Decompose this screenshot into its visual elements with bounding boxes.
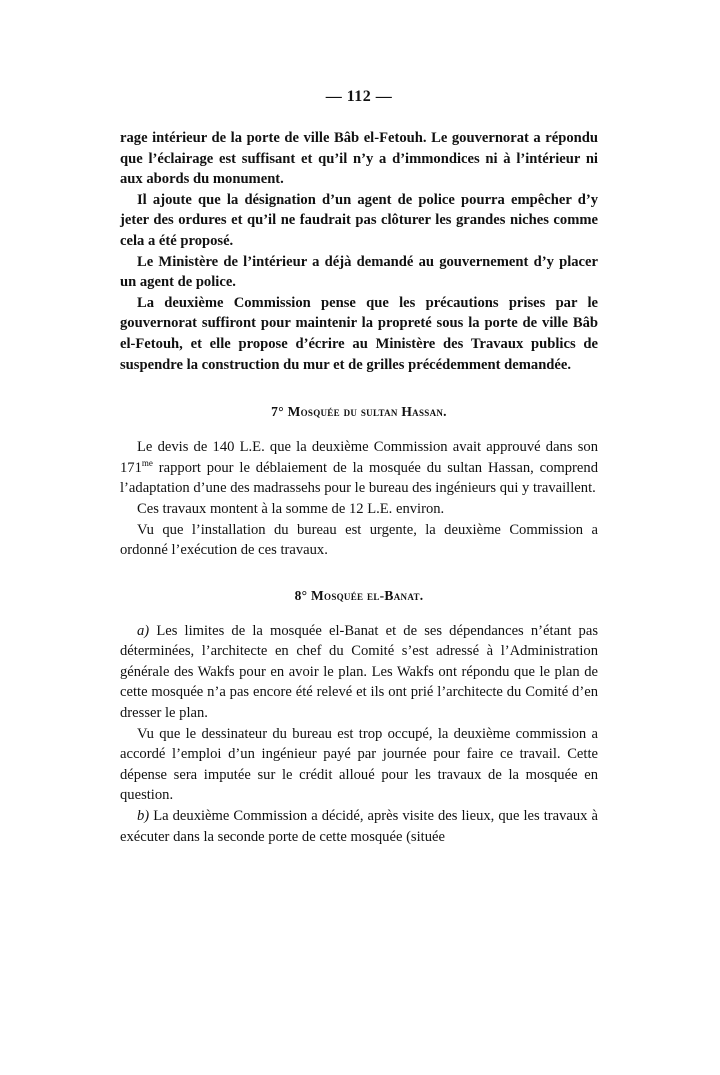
paragraph-text: Le devis de 140 L.E. que la deuxième Commission avait approuvé dans son 171 bbox=[120, 439, 598, 476]
document-page bbox=[120, 88, 598, 847]
paragraph bbox=[120, 806, 598, 847]
item-label: b) bbox=[137, 808, 150, 825]
paragraph: La deuxième Commission pense que les précautions prises par le gouvernorat suffiront pour maintenir la propreté sous la porte de ville Bâb el-Fetouh, et elle propose d’écrire au Ministère des Travaux publics de suspendre la construction du mur et de grilles précédemment demandée. bbox=[120, 294, 598, 373]
section-sultan-hassan bbox=[120, 437, 598, 561]
section-heading-el-banat: 8° Mosquée el-Banat. bbox=[294, 587, 424, 603]
page-number: — 112 — bbox=[325, 88, 393, 105]
paragraph: Ces travaux montent à la somme de 12 L.E. environ. bbox=[137, 500, 445, 517]
section-heading-sultan-hassan: 7° Mosquée du sultan Hassan. bbox=[271, 404, 447, 420]
paragraph: Vu que le dessinateur du bureau est trop occupé, la deuxième commission a accordé l’emploi d’un ingénieur payé par journée pour faire ce travail. Cette dépense sera imputée sur le crédit alloué pour les travaux de la mosquée en question. bbox=[120, 725, 598, 804]
paragraph: rage intérieur de la porte de ville Bâb el-Fetouh. Le gouvernorat a répondu que l’éclairage est suffisant et qu’il n’y a d’immondices ni à l’intérieur ni aux abords du monument. bbox=[120, 130, 598, 188]
paragraph: Il ajoute que la désignation d’un agent de police pourra empêcher d’y jeter des ordures et qu’il ne faudrait pas clôturer les grandes niches comme cela a été proposé. bbox=[120, 191, 598, 249]
section-bab-el-fetouh bbox=[120, 128, 598, 375]
paragraph-text: rapport pour le déblaiement de la mosquée du sultan Hassan, comprend l’adaptation d’une des madrassehs pour le bureau des ingénieurs qui y travaillent. bbox=[120, 459, 598, 497]
paragraph bbox=[120, 621, 598, 724]
ordinal-suffix: me bbox=[141, 457, 153, 468]
section-el-banat bbox=[120, 621, 598, 848]
paragraph: Le Ministère de l’intérieur a déjà demandé au gouvernement d’y placer un agent de police. bbox=[120, 253, 598, 291]
paragraph-text: Les limites de la mosquée el-Banat et de ses dépendances n’étant pas déterminées, l’architecte en chef du Comité s’est adressé à l’Administration générale des Wakfs pour en avoir le plan. Les Wakfs ont répondu que le plan de cette mosquée n’a pas encore été relevé et ils ont prié l’architecte du Comité d’en dresser le plan. bbox=[120, 622, 598, 722]
paragraph bbox=[120, 437, 598, 499]
item-label: a) bbox=[137, 622, 150, 639]
paragraph: Vu que l’installation du bureau est urgente, la deuxième Commission a ordonné l’exécution de ces travaux. bbox=[120, 521, 598, 559]
paragraph-text: La deuxième Commission a décidé, après visite des lieux, que les travaux à exécuter dans la seconde porte de cette mosquée (située bbox=[120, 808, 598, 845]
